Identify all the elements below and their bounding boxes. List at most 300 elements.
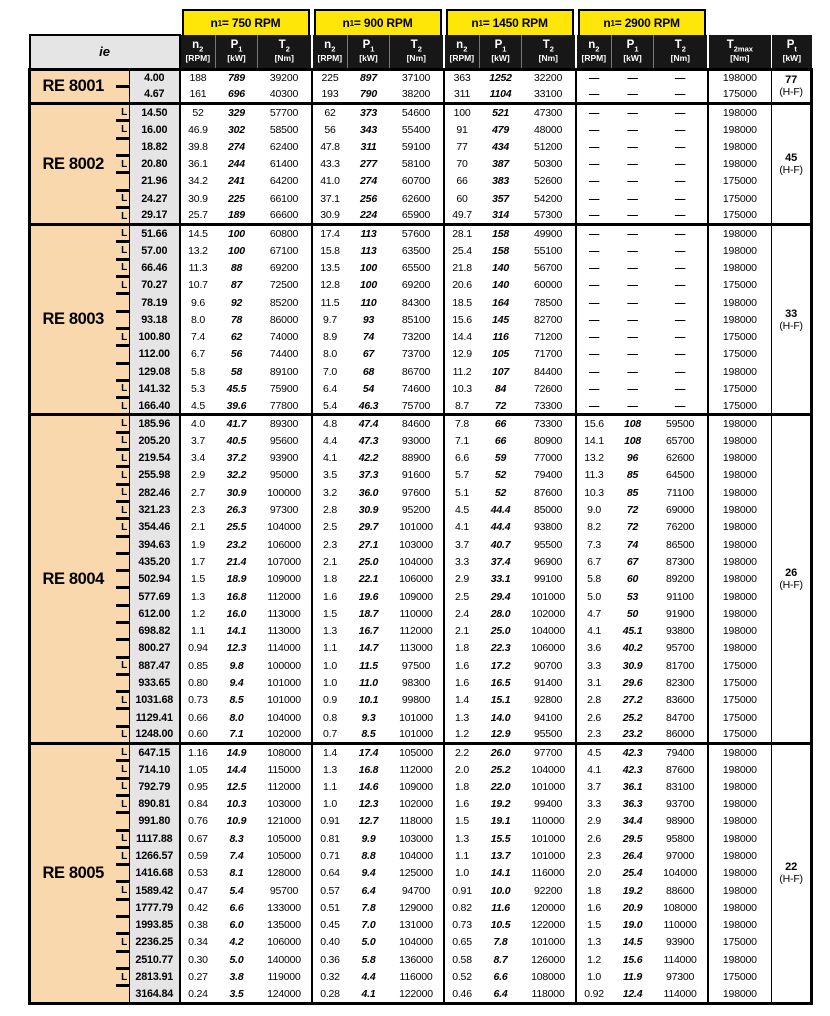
cell-p1: 45.1 (622, 625, 643, 638)
cell-p1: 40.7 (490, 538, 511, 551)
cell-p1: 36.0 (358, 486, 379, 499)
low-speed-flag: L (116, 519, 130, 536)
cell-n2: 7.4 (191, 331, 205, 344)
t2max-cell: 198000 (708, 294, 772, 311)
cell-n2: 43.3 (312, 155, 348, 172)
cell-p1: 11.5 (359, 659, 378, 672)
cell-t2: 86500 (665, 538, 695, 551)
cell-t2: 102000 (267, 728, 301, 741)
ratio-cell: 792.79 (130, 778, 180, 795)
ratio-cell: 4.67 (130, 86, 180, 103)
ratio-cell: 18.82 (130, 138, 180, 155)
cell-t2: 101000 (531, 850, 565, 862)
cell-n2: 37.1 (312, 190, 348, 207)
cell-t2: 73200 (401, 331, 431, 344)
cell-t2: 128000 (267, 867, 301, 880)
cell-n2: 0.36 (312, 951, 348, 968)
cell-p1: 16.8 (226, 590, 247, 603)
table-row (30, 450, 812, 467)
model-cell (30, 104, 116, 225)
low-speed-flag (116, 553, 130, 570)
table-row (30, 571, 812, 588)
cell-n2: 3.3 (576, 795, 612, 812)
cell-p1: 30.9 (226, 486, 247, 499)
t2max-cell: 198000 (708, 415, 772, 432)
cell-n2: 1.6 (312, 588, 348, 605)
cell-p1: 66 (480, 415, 522, 432)
t2max-cell: 198000 (708, 899, 772, 916)
cell-t2: 73700 (401, 348, 431, 361)
cell-p1: 25.0 (490, 625, 511, 638)
cell-n2: 21.8 (444, 259, 480, 276)
cell-t2: 77000 (533, 452, 563, 465)
t2max-cell: 175000 (708, 398, 772, 415)
gear-unit-ratings-table (28, 9, 813, 1005)
cell-t2: 65700 (665, 434, 695, 447)
model-label: RE 8004 (42, 569, 104, 588)
cell-t2: 97300 (665, 971, 695, 984)
cell-p1: 34.4 (622, 815, 643, 828)
col-header-p1-1450rpm: $P_1$ [kW] (480, 35, 522, 69)
cell-n2: 36.1 (188, 158, 208, 171)
cell-t2: 95200 (401, 504, 431, 517)
cell-t2: 96900 (533, 555, 563, 568)
cell-n2: 1.05 (188, 763, 208, 776)
cell-t2: 55400 (401, 123, 431, 136)
cell-n2: 91 (444, 121, 480, 138)
cell-p1: 1252 (480, 69, 522, 86)
cell-p1: — (627, 365, 638, 378)
cell-t2: 114000 (654, 986, 708, 1003)
cell-n2: 10.7 (188, 279, 208, 292)
cell-p1: 22.0 (490, 780, 511, 793)
cell-n2: 1.4 (312, 744, 348, 761)
t2max-cell: 198000 (708, 778, 772, 795)
low-speed-flag (116, 951, 130, 968)
cell-p1: 15.1 (490, 694, 511, 707)
cell-p1: 42.2 (358, 452, 379, 465)
t2max-cell: 175000 (708, 380, 772, 397)
cell-p1: 21.4 (226, 555, 247, 568)
model-cell (30, 69, 116, 104)
table-row (30, 830, 812, 847)
cell-t2: 104000 (267, 521, 301, 534)
cell-n2: 100 (444, 104, 480, 121)
cell-n2: 5.7 (444, 467, 480, 484)
cell-n2: 13.5 (312, 259, 348, 276)
t2max-cell: 175000 (708, 692, 772, 709)
cell-t2: 102000 (531, 607, 565, 620)
t2max-cell: 198000 (708, 484, 772, 501)
cell-t2: 91600 (401, 469, 431, 482)
cell-t2: 64500 (665, 469, 695, 482)
cell-p1: 3.8 (229, 971, 244, 984)
cell-t2: 118000 (522, 986, 576, 1003)
cell-n2: 0.59 (188, 850, 208, 862)
power-rating-cell (772, 744, 812, 1003)
low-speed-flag: L (116, 795, 130, 812)
cell-p1: 46.3 (358, 399, 379, 412)
cell-n2: 0.45 (312, 917, 348, 934)
cell-n2: 2.6 (576, 830, 612, 847)
cell-n2: 5.1 (444, 484, 480, 501)
cell-p1: 113 (360, 244, 377, 257)
t2max-cell: 198000 (708, 917, 772, 934)
cell-n2: 0.91 (312, 813, 348, 830)
cell-t2: 100000 (267, 659, 301, 672)
cell-t2: 91100 (666, 590, 694, 603)
cell-n2: 9.0 (576, 501, 612, 518)
low-speed-flag: L (116, 207, 130, 224)
cell-t2: 57600 (390, 225, 444, 242)
table-row (30, 363, 812, 380)
cell-p1: 10.0 (490, 884, 511, 897)
cell-p1: 92 (230, 296, 243, 309)
low-speed-flag: L (116, 259, 130, 276)
cell-t2: 125000 (399, 867, 433, 880)
cell-n2: 0.51 (312, 899, 348, 916)
cell-n2: 4.4 (312, 432, 348, 449)
cell-t2: 135000 (267, 919, 301, 932)
cell-p1: 74 (362, 331, 375, 344)
ratio-cell: 70.27 (130, 277, 180, 294)
cell-n2: 10.3 (444, 380, 480, 397)
cell-t2: 76200 (665, 521, 695, 534)
cell-t2: 112000 (267, 590, 301, 603)
cell-n2: — (576, 121, 612, 138)
cell-p1: 9.3 (361, 711, 376, 724)
cell-n2: 1.16 (180, 744, 216, 761)
cell-p1: 14.4 (226, 763, 247, 776)
power-rating-cell (772, 225, 812, 415)
cell-p1: 15.5 (490, 832, 511, 845)
col-header-n2-1450rpm: $n_2$ [RPM] (444, 35, 480, 69)
ratio-cell: 16.00 (130, 121, 180, 138)
low-speed-flag: L (116, 830, 130, 847)
cell-n2: 2.6 (576, 709, 612, 726)
cell-p1: 8.3 (229, 832, 244, 845)
cell-p1: — (627, 261, 638, 274)
cell-t2: 103000 (399, 832, 433, 845)
cell-n2: 5.0 (576, 588, 612, 605)
cell-n2: 30.9 (312, 207, 348, 224)
cell-t2: 54600 (390, 104, 444, 121)
t2max-cell: 198000 (708, 519, 772, 536)
low-speed-flag (116, 986, 130, 1003)
cell-p1: 36.1 (622, 780, 643, 793)
cell-p1: 30.9 (358, 504, 379, 517)
cell-t2: — (654, 69, 708, 86)
cell-n2: 1.6 (444, 657, 480, 674)
cell-t2: 75900 (269, 382, 299, 395)
t2max-cell: 175000 (708, 968, 772, 985)
cell-n2: 8.9 (312, 328, 348, 345)
column-header-row (30, 35, 812, 69)
cell-n2: 1.4 (444, 692, 480, 709)
cell-p1: 19.2 (490, 798, 511, 811)
cell-n2: 25.4 (444, 242, 480, 259)
cell-t2: 101000 (267, 694, 301, 707)
cell-t2: 101000 (399, 711, 433, 724)
cell-p1: 39.6 (226, 399, 247, 412)
cell-p1: 7.4 (229, 850, 244, 862)
cell-n2: 15.6 (576, 415, 612, 432)
cell-n2: 14.5 (180, 225, 216, 242)
low-speed-flag: L (116, 484, 130, 501)
cell-t2: 49900 (522, 225, 576, 242)
ratio-cell: 57.00 (130, 242, 180, 259)
cell-n2: 1.1 (444, 847, 480, 864)
table-body (30, 69, 812, 1003)
cell-p1: 37.4 (490, 555, 511, 568)
cell-p1: 41.7 (216, 415, 258, 432)
cell-t2: 95500 (533, 728, 563, 741)
model-cell (30, 744, 116, 1003)
cell-n2: — (576, 225, 612, 242)
cell-p1: 12.7 (358, 815, 379, 828)
cell-n2: 1.6 (576, 899, 612, 916)
cell-p1: 85 (626, 486, 639, 499)
cell-t2: 73300 (522, 415, 576, 432)
cell-p1: 357 (492, 192, 509, 205)
cell-n2: 7.3 (576, 536, 612, 553)
t2max-cell: 198000 (708, 795, 772, 812)
table-row (30, 69, 812, 86)
cell-p1: 42.3 (612, 744, 654, 761)
cell-t2: 69200 (401, 279, 431, 292)
low-speed-flag: L (116, 450, 130, 467)
cell-n2: 6.7 (191, 348, 205, 361)
cell-p1: 107 (492, 365, 509, 378)
table-row (30, 726, 812, 743)
cell-p1: 5.0 (361, 936, 376, 949)
cell-n2: 47.8 (312, 138, 348, 155)
cell-t2: 101000 (531, 832, 565, 845)
ratio-cell: 890.81 (130, 795, 180, 812)
ratio-cell: 1777.79 (130, 899, 180, 916)
cell-n2: 2.9 (444, 571, 480, 588)
cell-n2: 1.0 (576, 968, 612, 985)
cell-p1: 25.2 (622, 711, 643, 724)
t2max-cell: 175000 (708, 207, 772, 224)
ratio-cell: 502.94 (130, 571, 180, 588)
cell-n2: 10.3 (576, 484, 612, 501)
cell-n2: 2.1 (312, 553, 348, 570)
table-row (30, 795, 812, 812)
col-header-n2-2900rpm: $n_2$ [RPM] (576, 35, 612, 69)
cell-t2: 67100 (269, 244, 299, 257)
table-row (30, 86, 812, 103)
cell-n2: 1.0 (312, 657, 348, 674)
low-speed-flag (116, 346, 130, 363)
cell-n2: 4.0 (180, 415, 216, 432)
cell-p1: 36.3 (622, 798, 643, 811)
ratio-cell: 2813.91 (130, 968, 180, 985)
cell-n2: 8.7 (444, 398, 480, 415)
cell-t2: — (674, 365, 686, 378)
ratio-cell: 100.80 (130, 328, 180, 345)
low-speed-flag: L (116, 225, 130, 242)
cell-p1: 16.7 (358, 625, 379, 638)
t2max-cell: 198000 (708, 951, 772, 968)
table-row (30, 380, 812, 397)
cell-n2: 0.80 (188, 677, 208, 690)
cell-n2: 0.58 (444, 951, 480, 968)
cell-p1: 10.1 (358, 694, 379, 707)
cell-n2: 3.3 (576, 657, 612, 674)
cell-n2: 7.1 (444, 432, 480, 449)
cell-p1: 37.2 (226, 452, 247, 465)
cell-p1: 17.4 (348, 744, 390, 761)
cell-t2: 114000 (267, 642, 301, 655)
cell-n2: 14.4 (444, 328, 480, 345)
cell-p1: 40.5 (226, 434, 247, 447)
cell-p1: — (627, 399, 638, 412)
cell-p1: — (627, 192, 638, 205)
cell-t2: 84300 (401, 296, 431, 309)
cell-t2: 99400 (533, 798, 563, 811)
cell-n2: 2.7 (191, 486, 205, 499)
cell-n2: 0.73 (444, 917, 480, 934)
low-speed-flag: L (116, 692, 130, 709)
cell-p1: — (627, 348, 638, 361)
cell-p1: 67 (626, 555, 639, 568)
cell-p1: 4.2 (229, 936, 244, 949)
cell-t2: 51200 (533, 140, 563, 153)
cell-p1: 9.9 (361, 832, 376, 845)
cell-p1: 29.6 (622, 677, 643, 690)
cell-n2: 7.8 (444, 415, 480, 432)
cell-p1: 19.6 (358, 590, 379, 603)
cell-p1: 383 (492, 175, 509, 188)
cell-t2: 64200 (269, 175, 299, 188)
cell-p1: 52 (494, 469, 507, 482)
cell-p1: 110 (360, 296, 377, 309)
cell-p1: 140 (492, 279, 509, 292)
cell-n2: 4.1 (576, 623, 612, 640)
cell-p1: 6.6 (493, 971, 508, 984)
speed-label: n 1 = 1450 RPM (446, 9, 574, 35)
cell-n2: 1.9 (191, 538, 205, 551)
low-speed-flag (116, 571, 130, 588)
cell-n2: 0.30 (188, 953, 208, 966)
low-speed-flag: L (116, 657, 130, 674)
cell-p1: 30.9 (622, 659, 643, 672)
cell-n2: 6.6 (444, 450, 480, 467)
cell-p1: 241 (228, 175, 245, 188)
cell-p1: 696 (228, 88, 245, 101)
power-rating-cell (772, 415, 812, 744)
cell-t2: 101000 (267, 677, 301, 690)
cell-n2: 0.24 (180, 986, 216, 1003)
cell-t2: 93900 (665, 936, 695, 949)
speed-label: n 1 = 900 RPM (314, 9, 442, 35)
table-row (30, 674, 812, 691)
cell-p1: 93 (362, 313, 375, 326)
cell-n2: 8.0 (191, 313, 205, 326)
cell-p1: — (627, 140, 638, 153)
cell-p1: 9.4 (229, 677, 244, 690)
col-header-n2-750rpm: $n_2$ [RPM] (180, 35, 216, 69)
cell-t2: 98300 (401, 677, 431, 690)
cell-n2: 0.32 (312, 968, 348, 985)
cell-n2: 1.3 (312, 761, 348, 778)
cell-n2: 15.6 (444, 311, 480, 328)
cell-t2: 87300 (665, 555, 695, 568)
low-speed-flag: L (116, 155, 130, 172)
t2max-cell: 198000 (708, 138, 772, 155)
cell-p1: 17.2 (490, 659, 511, 672)
cell-n2: 15.8 (312, 242, 348, 259)
cell-t2: 59100 (401, 140, 431, 153)
cell-p1: 14.6 (358, 780, 379, 793)
cell-p1: 88 (230, 261, 243, 274)
cell-t2: 126000 (531, 953, 565, 966)
table-row (30, 398, 812, 415)
cell-p1: 7.1 (229, 728, 244, 741)
cell-p1: 4.1 (348, 986, 390, 1003)
cell-n2: — (576, 294, 612, 311)
cell-p1: 25.5 (226, 521, 247, 534)
cell-n2: — (576, 380, 612, 397)
table-row (30, 917, 812, 934)
cell-n2: 1.0 (444, 865, 480, 882)
cell-n2: 1.1 (191, 625, 205, 638)
cell-t2: 109000 (399, 780, 433, 793)
cell-p1: — (627, 244, 638, 257)
cell-n2: — (576, 277, 612, 294)
cell-n2: 5.4 (312, 398, 348, 415)
cell-t2: 110000 (663, 919, 697, 932)
t2max-cell: 198000 (708, 882, 772, 899)
cell-p1: 225 (228, 192, 245, 205)
cell-t2: 95600 (269, 434, 299, 447)
cell-p1: 158 (480, 225, 522, 242)
cell-p1: 14.1 (226, 625, 247, 638)
cell-t2: 109000 (267, 573, 301, 586)
cell-p1: 40.2 (622, 642, 643, 655)
t2max-cell: 175000 (708, 190, 772, 207)
cell-t2: 104000 (663, 867, 697, 880)
table-row (30, 865, 812, 882)
ratio-cell: 800.27 (130, 640, 180, 657)
cell-n2: 9.6 (191, 296, 205, 309)
cell-t2: 72500 (269, 279, 299, 292)
cell-n2: 4.1 (444, 519, 480, 536)
cell-t2: 103000 (267, 798, 301, 811)
cell-n2: 41.0 (312, 173, 348, 190)
cell-p1: 67 (362, 348, 375, 361)
cell-n2: 1.3 (312, 623, 348, 640)
cell-p1: 44.4 (490, 504, 511, 517)
cell-t2: — (674, 244, 686, 257)
table-row (30, 277, 812, 294)
cell-p1: 314 (492, 209, 509, 222)
cell-t2: 74600 (401, 382, 431, 395)
t2max-cell: 198000 (708, 155, 772, 172)
cell-t2: — (674, 399, 686, 412)
cell-n2: 193 (312, 86, 348, 103)
cell-n2: 363 (444, 69, 480, 86)
cell-n2: 0.57 (312, 882, 348, 899)
cell-n2: 1.5 (312, 605, 348, 622)
ratio-cell: 321.23 (130, 501, 180, 518)
cell-t2: 92800 (533, 694, 563, 707)
cell-t2: 37100 (390, 69, 444, 86)
cell-p1: 373 (348, 104, 390, 121)
cell-p1: 23.2 (226, 538, 247, 551)
cell-n2: 11.3 (576, 467, 612, 484)
